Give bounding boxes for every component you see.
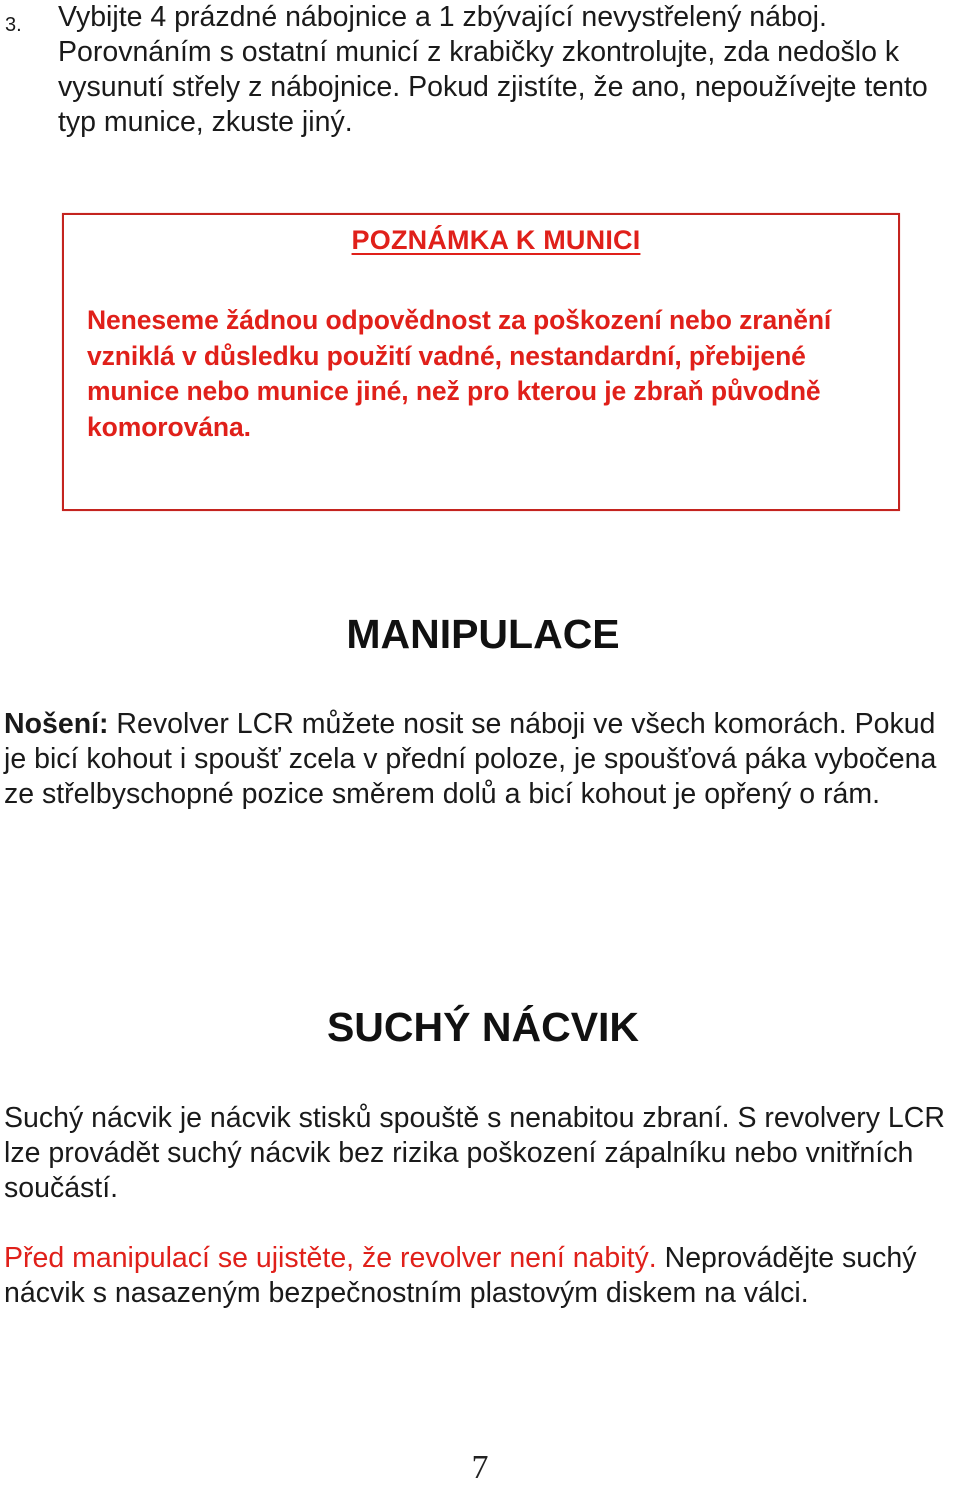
- section-heading-manipulation: MANIPULACE: [346, 611, 620, 657]
- page-number: 7: [471, 1449, 489, 1486]
- dry-fire-warning-paragraph: [4, 1241, 956, 1311]
- carry-text: Revolver LCR můžete nosit se náboji ve všech komorách. Pokud je bicí kohout i spoušť zcela v přední poloze, je spoušťová páka vybočena ze střelbyschopné pozice směrem dolů a bicí kohout je opřený o rám.: [4, 708, 937, 810]
- step-3-text: Vybijte 4 prázdné nábojnice a 1 zbývající nevystřelený náboj. Porovnáním s ostatní municí z krabičky zkontrolujte, zda nedošlo k vysunutí střely z nábojnice. Pokud zjistíte, že ano, nepoužívejte tento typ munice, zkuste jiný.: [58, 1, 928, 138]
- dry-fire-warning: Před manipulací se ujistěte, že revolver není nabitý.: [4, 1242, 657, 1274]
- ammo-note-title: POZNÁMKA K MUNICI: [351, 225, 641, 255]
- carry-label: Nošení:: [4, 708, 109, 740]
- list-number: 3.: [5, 14, 22, 36]
- dry-fire-paragraph: Suchý nácvik je nácvik stisků spouště s nenabitou zbraní. S revolvery LCR lze provádět suchý nácvik bez rizika poškození zápalníku nebo vnitřních součástí.: [4, 1102, 945, 1204]
- dry-fire-instruction: Neprovádějte suchý nácvik s nasazeným bezpečnostním plastovým diskem na válci.: [4, 1242, 917, 1309]
- manipulation-paragraph: [4, 707, 956, 812]
- ammo-note-body: Neneseme žádnou odpovědnost za poškození nebo zranění vzniklá v důsledku použití vadné, nestandardní, přebijené munice nebo munice jiné, než pro kterou je zbraň původně komorována.: [87, 305, 832, 442]
- section-heading-dry-fire: SUCHÝ NÁCVIK: [326, 1004, 640, 1050]
- ammo-note-box: [62, 213, 900, 511]
